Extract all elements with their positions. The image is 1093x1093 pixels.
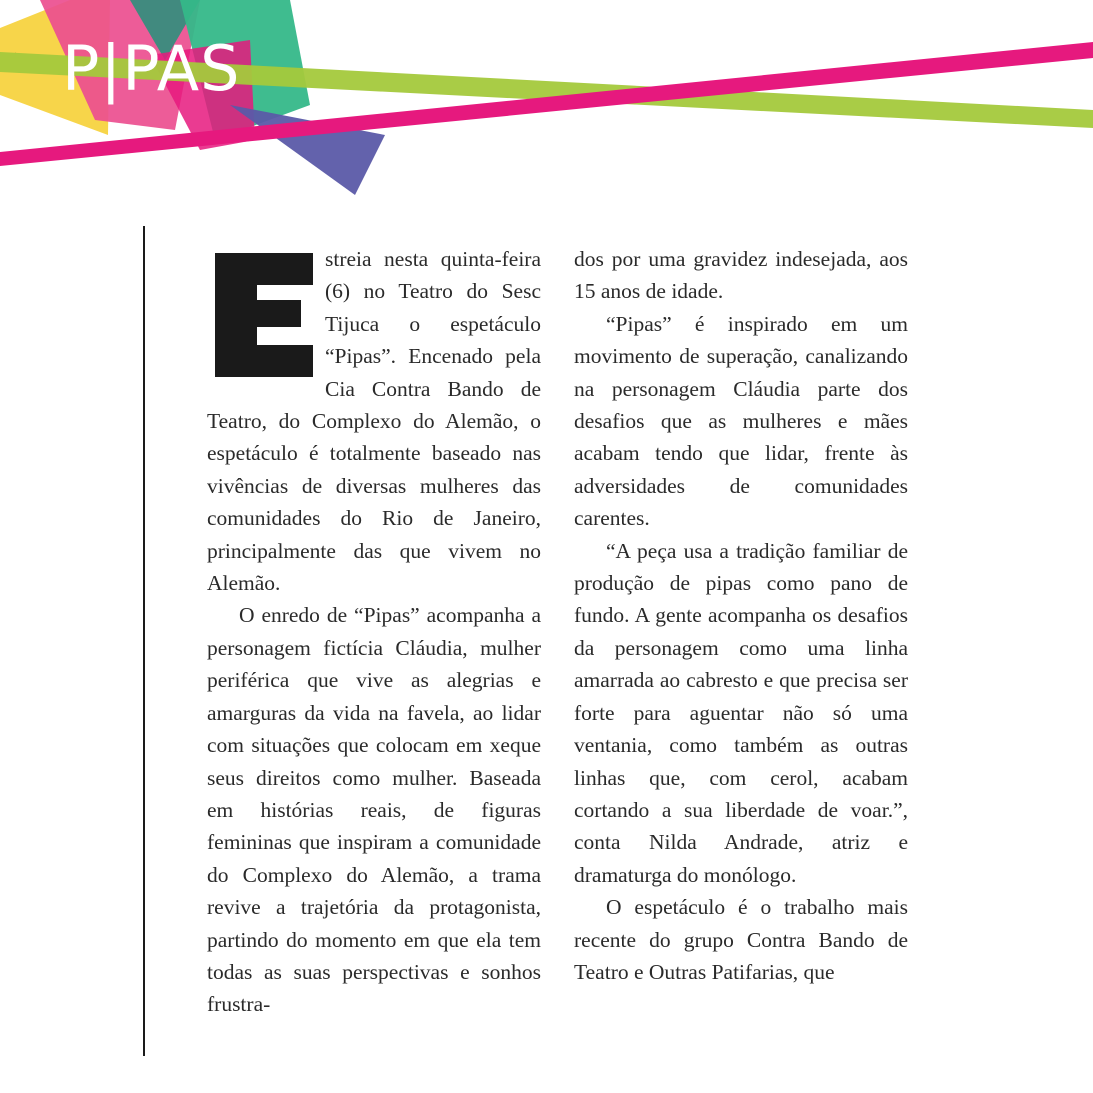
article-right-column — [574, 243, 908, 988]
paragraph-4: “Pipas” é inspirado em um movimento de superação, canalizando na personagem Cláudia parte dos desafios que as mulheres e mães acabam tendo que lidar, frente às adversidades de comunidades carentes. — [574, 311, 908, 531]
pipas-logo-text: P|PAS — [62, 32, 241, 105]
column-rule — [143, 226, 145, 1056]
paragraph-2: O enredo de “Pipas” acompanha a personagem fictícia Cláudia, mulher periférica que vive as alegrias e amarguras da vida na favela, ao lidar com situações que colocam em xeque seus direitos como mulher. Baseada em histórias reais, de figuras femininas que inspiram a comunidade do Complexo do Alemão, a trama revive a trajetória da protagonista, partindo do momento em que ela tem todas as suas perspectivas e sonhos frustra- — [207, 603, 541, 1017]
paragraph-5: “A peça usa a tradição familiar de produção de pipas como pano de fundo. A gente acompanha os desafios da personagem como uma linha amarrada ao cabresto e que precisa ser forte para aguentar não só uma ventania, como também as outras linhas que, com cerol, acabam cortando a sua liberdade de voar.”, conta Nilda Andrade, atriz e dramaturga do monólogo. — [574, 538, 908, 887]
header-banner — [0, 0, 1093, 210]
drop-cap-letter: E — [15, 53, 16, 54]
paragraph-6: O espetáculo é o trabalho mais recente do grupo Contra Bando de Teatro e Outras Patifarias, que — [574, 895, 908, 984]
paragraph-3: dos por uma gravidez indesejada, aos 15 anos de idade. — [574, 247, 908, 304]
paragraph-1: streia nesta quinta-feira (6) no Teatro do Sesc Tijuca o espetáculo “Pipas”. Encenado pela Cia Contra Bando de Teatro, do Complexo do Alemão, o espetáculo é totalmente baseado nas vivências de diversas mulheres das comunidades do Rio de Janeiro, principalmente das que vivem no Alemão. — [207, 247, 541, 596]
